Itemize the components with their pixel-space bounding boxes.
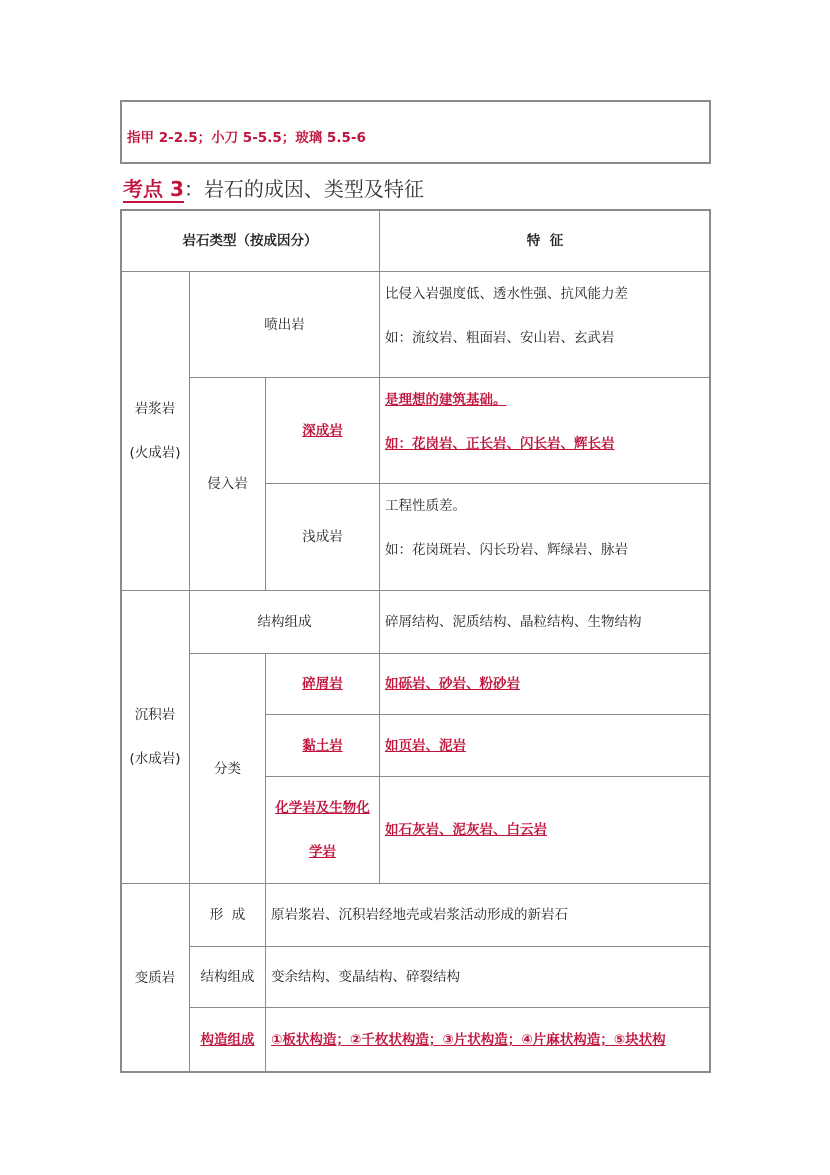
sed-structure-value: 碎屑结构、泥质结构、晶粒结构、生物结构 — [379, 590, 711, 654]
meta-formation-name: 形 成 — [189, 883, 266, 947]
meta-construct-value: ①板状构造；②千枚状构造；③片状构造；④片麻状构造；⑤块状构 — [265, 1007, 711, 1073]
sedimentary-name: 沉积岩 (水成岩) — [120, 590, 190, 884]
chem-name: 化学岩及生物化 学岩 — [265, 776, 380, 884]
meta-formation-value: 原岩浆岩、沉积岩经地壳或岩浆活动形成的新岩石 — [265, 883, 711, 947]
header-type: 岩石类型（按成因分） — [120, 209, 380, 272]
clastic-value: 如砾岩、砂岩、粉砂岩 — [379, 653, 711, 715]
chem-value: 如石灰岩、泥灰岩、白云岩 — [379, 776, 711, 884]
clay-value: 如页岩、泥岩 — [379, 714, 711, 777]
deep-feature: 是理想的建筑基础。 如：花岗岩、正长岩、闪长岩、辉长岩 — [379, 377, 711, 484]
section-title — [123, 173, 424, 202]
magma-name: 岩浆岩 (火成岩) — [120, 271, 190, 591]
section-label: 考点 3 — [123, 177, 184, 201]
hardness-box — [120, 100, 711, 164]
hardness-text: 指甲 2-2.5；小刀 5-5.5；玻璃 5.5-6 — [127, 130, 366, 146]
meta-construct-name: 构造组成 — [189, 1007, 266, 1073]
sed-structure-name: 结构组成 — [189, 590, 380, 654]
meta-structure-value: 变余结构、变晶结构、碎裂结构 — [265, 946, 711, 1008]
sed-classify: 分类 — [189, 653, 266, 884]
metamorphic-name: 变质岩 — [120, 883, 190, 1073]
section-sep: ： — [183, 177, 204, 201]
clastic-name: 碎屑岩 — [265, 653, 380, 715]
shallow-feature: 工程性质差。 如：花岗斑岩、闪长玢岩、辉绿岩、脉岩 — [379, 483, 711, 591]
clay-name: 黏土岩 — [265, 714, 380, 777]
intrusive-name: 侵入岩 — [189, 377, 266, 591]
deep-name: 深成岩 — [265, 377, 380, 484]
eruptive-feature: 比侵入岩强度低、透水性强、抗风能力差 如：流纹岩、粗面岩、安山岩、玄武岩 — [379, 271, 711, 378]
section-heading: 岩石的成因、类型及特征 — [203, 177, 424, 201]
meta-structure-name: 结构组成 — [189, 946, 266, 1008]
shallow-name: 浅成岩 — [265, 483, 380, 591]
eruptive-name: 喷出岩 — [189, 271, 380, 378]
header-feature: 特 征 — [379, 209, 711, 272]
